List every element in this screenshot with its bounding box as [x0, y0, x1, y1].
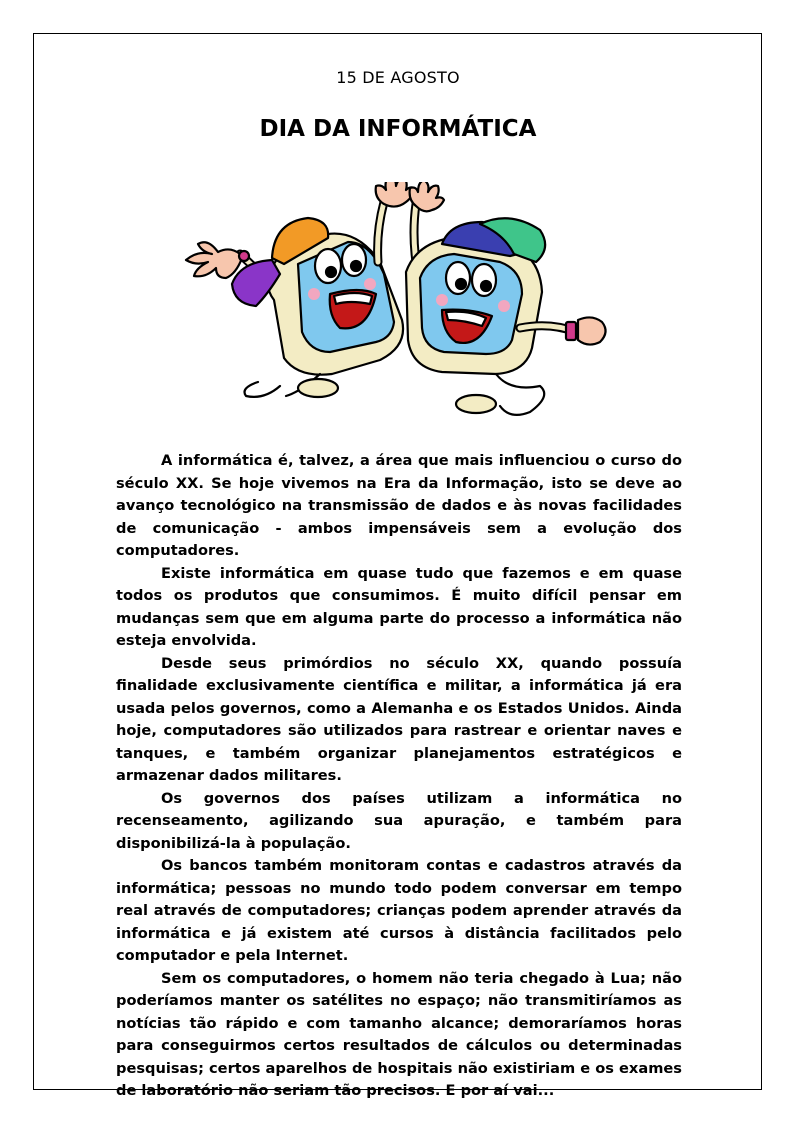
page-date: 15 DE AGOSTO — [336, 68, 460, 87]
paragraph: Os bancos também monitoram contas e cadastros através da informática; pessoas no mundo todo podem conversar em tempo real através de computadores; crianças podem aprender através da informática e já existem até cursos à distância facilitados pelo computador e pela Internet. — [116, 857, 682, 964]
page-title: DIA DA INFORMÁTICA — [259, 116, 537, 142]
two-cartoon-computers-high-five-icon — [180, 182, 612, 428]
paragraph: Existe informática em quase tudo que fazemos e em quase todos os produtos que consumimos. É muito difícil pensar em mudanças sem que em alguma parte do processo a informática não esteja envolvida. — [116, 564, 682, 649]
paragraph: Os governos dos países utilizam a informática no recenseamento, agilizando sua apuração, e também para disponibilizá-la à população. — [116, 789, 682, 852]
article-body — [116, 450, 682, 1103]
paragraph: Sem os computadores, o homem não teria chegado à Lua; não poderíamos manter os satélites no espaço; não transmitiríamos as notícias tão rápido e com tamanho alcance; demoraríamos horas para conseguirmos certos resultados de cálculos ou determinadas pesquisas; certos aparelhos de hospitais não existiriam e os exames de laboratório não seriam tão precisos. E por aí vai... — [116, 969, 682, 1099]
paragraph: A informática é, talvez, a área que mais influenciou o curso do século XX. Se hoje vivemos na Era da Informação, isto se deve ao avanço tecnológico na transmissão de dados e às novas facilidades de comunicação - ambos impensáveis sem a evolução dos computadores. — [116, 452, 682, 559]
paragraph: Desde seus primórdios no século XX, quando possuía finalidade exclusivamente científica e militar, a informática já era usada pelos governos, como a Alemanha e os Estados Unidos. Ainda hoje, computadores são utilizados para rastrear e orientar naves e tanques, e também organizar planejamentos estratégicos e armazenar dados militares. — [116, 654, 682, 784]
